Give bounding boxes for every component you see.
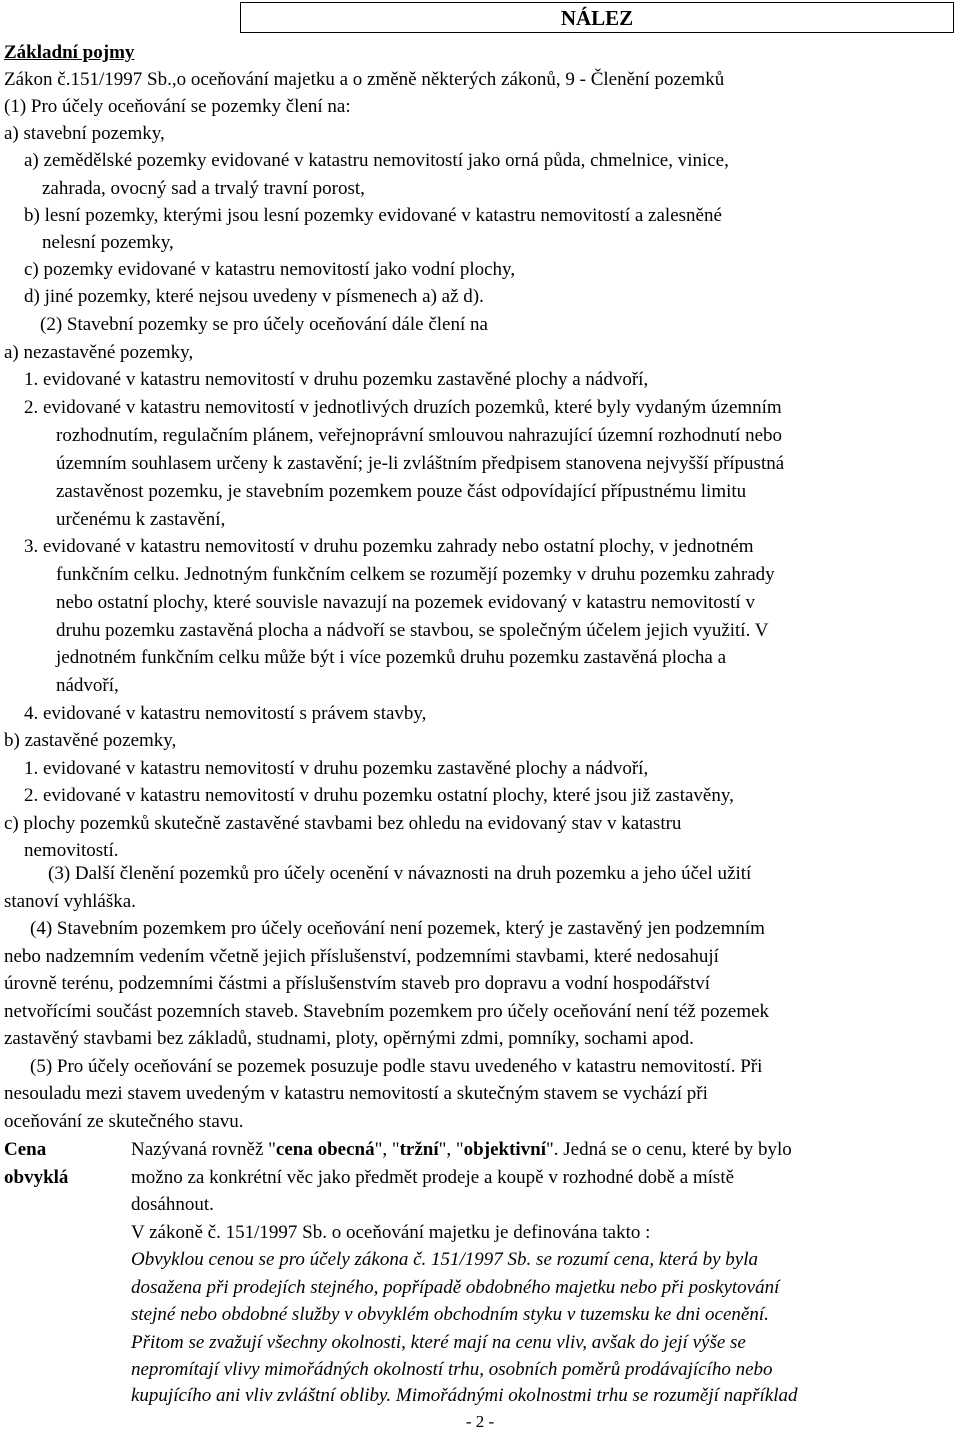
text-line: c) plochy pozemků skutečně zastavěné stavbami bez ohledu na evidovaný stav v katastru <box>4 813 682 834</box>
text-line: nádvoří, <box>56 675 119 696</box>
text-line: b) zastavěné pozemky, <box>4 730 177 751</box>
cena-line-2: možno za konkrétní věc jako předmět prodeje a koupě v rozhodné době a místě <box>131 1167 735 1188</box>
text-line: b) lesní pozemky, kterými jsou lesní pozemky evidované v katastru nemovitostí a zalesněné <box>24 205 722 226</box>
cena-line-1 <box>131 1138 792 1162</box>
text-line: nelesní pozemky, <box>42 232 174 253</box>
text-line: 2. evidované v katastru nemovitostí v druhu pozemku ostatní plochy, které jsou již zastavěny, <box>24 785 734 806</box>
text-line: úrovně terénu, podzemními částmi a příslušenstvím staveb pro dopravu a vodní hospodářství <box>4 973 711 994</box>
text-line: (3) Další členění pozemků pro účely ocenění v návaznosti na druh pozemku a jeho účel užití <box>48 863 752 884</box>
text-line: (2) Stavební pozemky se pro účely oceňování dále člení na <box>40 314 488 335</box>
italic-line: Obvyklou cenou se pro účely zákona č. 151/1997 Sb. se rozumí cena, která by byla <box>131 1249 759 1270</box>
italic-line: nepromítají vlivy mimořádných okolností trhu, osobních poměrů prodávajícího nebo <box>131 1359 773 1380</box>
cena-line-4: V zákoně č. 151/1997 Sb. o oceňování majetku je definována takto : <box>131 1222 651 1243</box>
text-span: ". Jedná se o cenu, které by bylo <box>546 1139 792 1160</box>
text-line: nesouladu mezi stavem uvedeným v katastru nemovitostí a skutečným stavem se vychází při <box>4 1083 708 1104</box>
text-line: (1) Pro účely oceňování se pozemky člení na: <box>4 96 351 117</box>
text-line: nemovitostí. <box>24 840 119 861</box>
page-title: NÁLEZ <box>560 6 634 30</box>
italic-line: stejné nebo obdobné služby v obvyklém obchodním styku v tuzemsku ke dni ocenění. <box>131 1304 769 1325</box>
text-line: nebo ostatní plochy, které souvisle navazují na pozemek evidovaný v katastru nemovitostí v <box>56 592 755 613</box>
text-line: oceňování ze skutečného stavu. <box>4 1111 244 1132</box>
text-line: rozhodnutím, regulačním plánem, veřejnoprávní smlouvou nahrazující územní rozhodnutí nebo <box>56 425 783 446</box>
text-line: a) stavební pozemky, <box>4 123 165 144</box>
text-line: jednotném funkčním celku může být i více pozemků druhu pozemku zastavěná plocha a <box>56 647 727 668</box>
bold-term: tržní <box>399 1139 439 1160</box>
text-line: zastavěnost pozemku, je stavebním pozemkem pouze část odpovídající přípustnému limitu <box>56 481 747 502</box>
text-line: (4) Stavebním pozemkem pro účely oceňování není pozemek, který je zastavěný jen podzemním <box>30 918 765 939</box>
text-line: zastavěný stavbami bez základů, studnami, ploty, opěrnými zdmi, pomníky, sochami apod. <box>4 1028 694 1049</box>
text-line: 1. evidované v katastru nemovitostí v druhu pozemku zastavěné plochy a nádvoří, <box>24 758 649 779</box>
section-title: Základní pojmy <box>4 42 135 63</box>
obvykla-label: obvyklá <box>4 1167 69 1188</box>
bold-term: cena obecná <box>275 1139 375 1160</box>
text-line: určenému k zastavění, <box>56 509 226 530</box>
header-box <box>240 2 954 33</box>
page-number: - 2 - <box>465 1412 495 1431</box>
text-line: 3. evidované v katastru nemovitostí v druhu pozemku zahrady nebo ostatní plochy, v jednotném <box>24 536 754 557</box>
text-line: (5) Pro účely oceňování se pozemek posuzuje podle stavu uvedeného v katastru nemovitostí. Při <box>30 1056 763 1077</box>
text-line: stanoví vyhláška. <box>4 891 136 912</box>
text-line: 4. evidované v katastru nemovitostí s právem stavby, <box>24 703 427 724</box>
text-line: a) nezastavěné pozemky, <box>4 342 194 363</box>
text-line: d) jiné pozemky, které nejsou uvedeny v písmenech a) až d). <box>24 286 484 307</box>
text-span: ", " <box>374 1139 400 1160</box>
text-line: druhu pozemku zastavěná plocha a nádvoří se stavbou, se společným účelem jejich využití. V <box>56 620 769 641</box>
text-line: Zákon č.151/1997 Sb.,o oceňování majetku a o změně některých zákonů, 9 - Členění pozemků <box>4 69 725 90</box>
bold-term: objektivní <box>463 1139 547 1160</box>
text-line: c) pozemky evidované v katastru nemovitostí jako vodní plochy, <box>24 259 516 280</box>
italic-line: Přitom se zvažují všechny okolnosti, které mají na cenu vliv, avšak do její výše se <box>131 1332 746 1353</box>
text-span: ", " <box>438 1139 464 1160</box>
cena-line-3: dosáhnout. <box>131 1194 214 1215</box>
text-line: nebo nadzemním vedením včetně jejich příslušenství, podzemními stavbami, které nedosahují <box>4 946 719 967</box>
text-line: zahrada, ovocný sad a trvalý travní porost, <box>42 178 365 199</box>
text-line: a) zemědělské pozemky evidované v katastru nemovitostí jako orná půda, chmelnice, vinice, <box>24 150 729 171</box>
text-line: 2. evidované v katastru nemovitostí v jednotlivých druzích pozemků, které byly vydaným územním <box>24 397 782 418</box>
text-line: 1. evidované v katastru nemovitostí v druhu pozemku zastavěné plochy a nádvoří, <box>24 369 649 390</box>
text-line: funkčním celku. Jednotným funkčním celkem se rozumějí pozemky v druhu pozemku zahrady <box>56 564 775 585</box>
italic-line: kupujícího ani vliv zvláštní obliby. Mimořádnými okolnostmi trhu se rozumějí například <box>131 1385 798 1406</box>
text-span: Nazývaná rovněž " <box>131 1139 276 1160</box>
italic-line: dosažena při prodejích stejného, popřípadě obdobného majetku nebo při poskytování <box>131 1277 780 1298</box>
text-line: územním souhlasem určeny k zastavění; je-li zvláštním předpisem stanovena nejvyšší přípustná <box>56 453 785 474</box>
text-line: netvořícími součást pozemních staveb. Stavebním pozemkem pro účely oceňování není též pozemek <box>4 1001 770 1022</box>
cena-label: Cena <box>4 1139 47 1160</box>
